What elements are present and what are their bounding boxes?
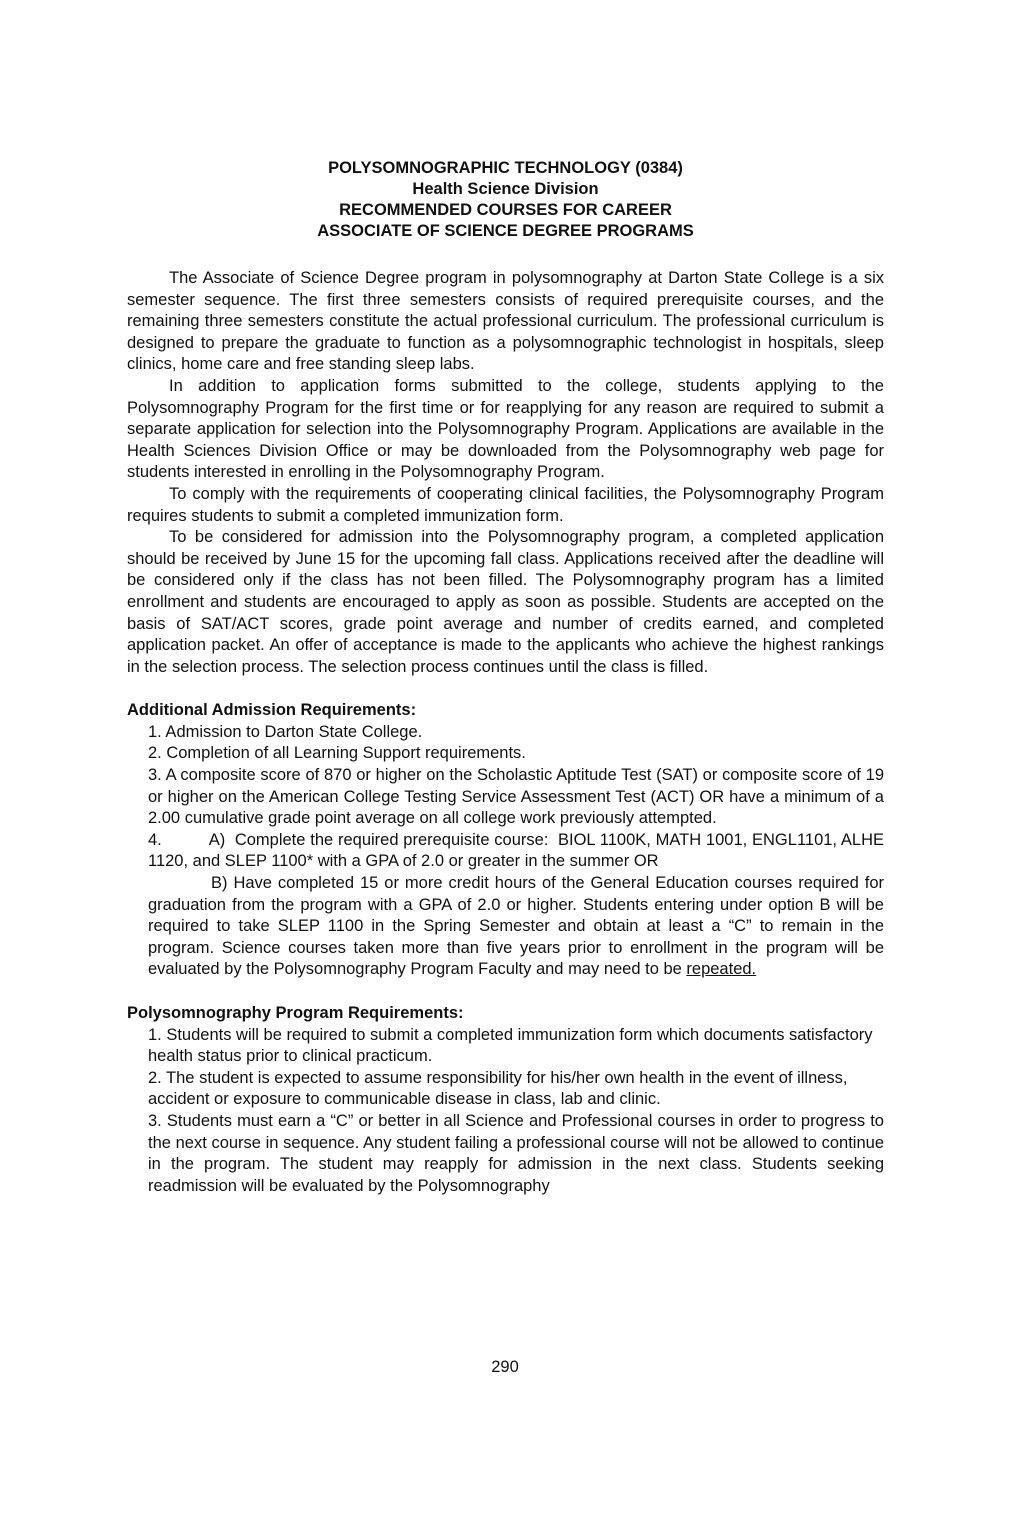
page-number: 290 xyxy=(491,1358,519,1376)
program-requirements-title: Polysomnography Program Requirements: xyxy=(127,1004,464,1022)
list-item: 3. A composite score of 870 or higher on the Scholastic Aptitude Test (SAT) or composite score of 19 or higher on the American College Testing Service Assessment Test (ACT) OR have a minimum of a 2.00 cumulative grade point average on all college work previously attempted. xyxy=(148,766,884,828)
repeated-text: repeated. xyxy=(686,960,757,979)
option-b-text: B) Have completed 15 or more credit hours of the General Education courses required for graduation from the program with a GPA of 2.0 or higher. Students entering under option B will be required to take SLEP 1100 in the Spring Semester and obtain at least a “C” to remain in the program. Science courses taken more than five years prior to enrollment in the program will be evaluated by the Polysomnography Program Faculty and may need to be xyxy=(148,874,884,979)
list-item xyxy=(148,873,884,981)
intro-paragraph: The Associate of Science Degree program in polysomnography at Darton State College is a six semester sequence. The first three semesters consists of required prerequisite courses, and the remaining three semesters constitute the actual professional curriculum. The professional curriculum is designed to prepare the graduate to function as a polysomnographic technologist in hospitals, sleep clinics, home care and free standing sleep labs. xyxy=(127,269,884,374)
list-item: 3. Students must earn a “C” or better in all Science and Professional courses in order to progress to the next course in sequence. Any student failing a professional course will not be allowed to continue in the program. The student may reapply for admission in the next class. Students seeking readmission will be evaluated by the Polysomnography xyxy=(148,1111,884,1195)
document-page xyxy=(127,158,889,1197)
list-item: 1. Admission to Darton State College. xyxy=(148,722,423,741)
intro-paragraph: To comply with the requirements of cooperating clinical facilities, the Polysomnography Program requires students to submit a completed immunization form. xyxy=(127,484,884,525)
admission-requirements-list xyxy=(148,722,889,981)
admission-requirements-title: Additional Admission Requirements: xyxy=(127,701,417,720)
list-item: 2. The student is expected to assume responsibility for his/her own health in the event of illness, accident or exposure to communicable disease in class, lab and clinic. xyxy=(148,1068,848,1109)
list-item: 2. Completion of all Learning Support requirements. xyxy=(148,744,526,763)
document-heading xyxy=(127,158,884,242)
list-item: 1. Students will be required to submit a completed immunization form which documents satisfactory health status prior to clinical practicum. xyxy=(148,1025,873,1066)
list-item: 4. A) Complete the required prerequisite course: BIOL 1100K, MATH 1001, ENGL1101, ALHE 1120, and SLEP 1100* with a GPA of 2.0 or greater in the summer OR xyxy=(148,830,889,871)
document-body xyxy=(127,268,889,1197)
intro-paragraph: To be considered for admission into the Polysomnography program, a completed application should be received by June 15 for the upcoming fall class. Applications received after the deadline will be considered only if the class has not been filled. The Polysomnography program has a limited enrollment and students are encouraged to apply as soon as possible. Students are accepted on the basis of SAT/ACT scores, grade point average and number of credits earned, and completed application packet. An offer of acceptance is made to the applicants who achieve the highest rankings in the selection process. The selection process continues until the class is filled. xyxy=(127,528,884,676)
heading-degree: ASSOCIATE OF SCIENCE DEGREE PROGRAMS xyxy=(317,222,694,240)
heading-program-title: POLYSOMNOGRAPHIC TECHNOLOGY (0384) xyxy=(328,159,683,177)
program-requirements-list xyxy=(148,1025,884,1198)
heading-division: Health Science Division xyxy=(412,180,599,198)
intro-paragraph: In addition to application forms submitted to the college, students applying to the Polysomnography Program for the first time or for reapplying for any reason are required to submit a separate application for selection into the Polysomnography Program. Applications are available in the Health Sciences Division Office or may be downloaded from the Polysomnography web page for students interested in enrolling in the Polysomnography Program. xyxy=(127,376,884,482)
heading-recommended: RECOMMENDED COURSES FOR CAREER xyxy=(339,201,672,219)
